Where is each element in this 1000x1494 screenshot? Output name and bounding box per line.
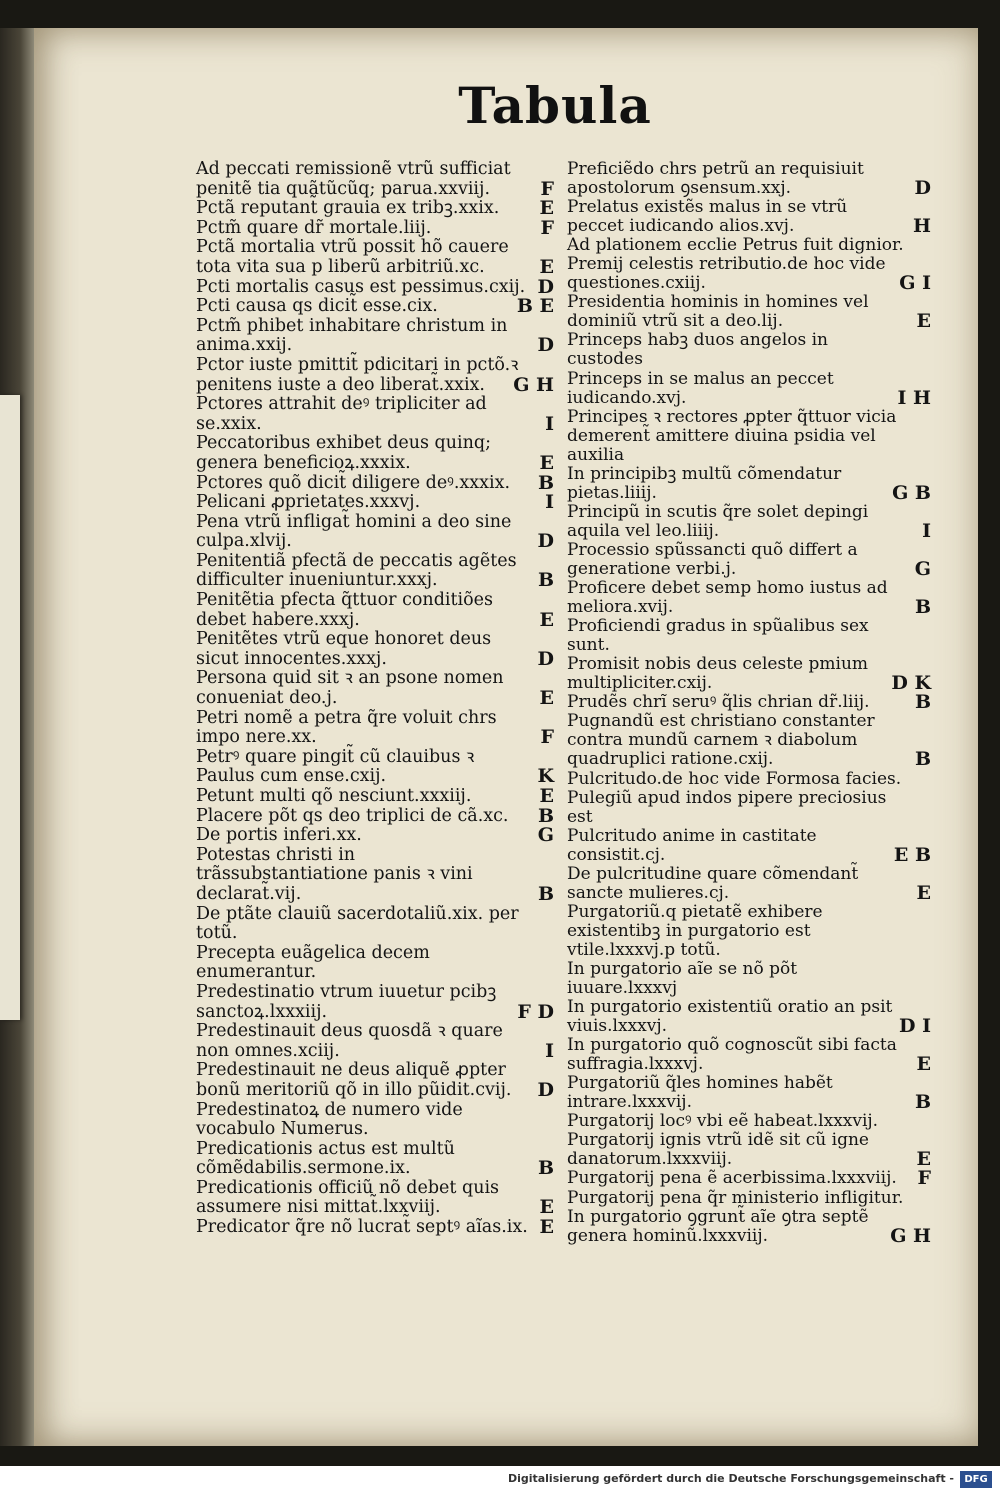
index-entry — [196, 1061, 556, 1100]
index-entry — [567, 1208, 933, 1246]
index-entry-text: Pulegiũ apud indos pipere preciosius est — [567, 787, 892, 827]
index-entry-text: Ad plationem ecclie Petrus fuit dignior. — [567, 235, 904, 256]
index-entry-section-letter: E — [539, 1216, 554, 1239]
index-entry-section-letter: E — [539, 255, 554, 278]
index-entry-section-letter: E — [916, 310, 931, 333]
index-entry-text: Pulcritudo anime in castitate consistit.cj. — [567, 825, 823, 865]
index-entry-section-letter: B — [537, 569, 554, 592]
index-entry — [567, 370, 933, 408]
index-entry-section-letter: B — [914, 748, 931, 771]
index-entry — [196, 1218, 556, 1238]
index-entry-text: Purgatorij ignis vtrũ idẽ sit cũ igne danatorum.lxxxviij. — [567, 1130, 875, 1170]
index-entry-section-letter: E — [539, 451, 554, 474]
index-entry-text: Presidentia hominis in homines vel dominiũ vtrũ sit a deo.lij. — [567, 292, 874, 332]
index-entry — [196, 356, 556, 395]
index-entry-text: Potestas christi in trãssubstantiatione panis ꝛ vini declarat̃.vij. — [196, 844, 479, 904]
index-entry — [196, 709, 556, 748]
index-entry-section-letter: D — [537, 334, 554, 357]
index-entry — [567, 198, 933, 236]
index-entry — [567, 579, 933, 617]
page-heading: Tabula — [458, 76, 652, 135]
index-entry-section-letter: B — [914, 596, 931, 619]
index-entry-section-letter: G H — [513, 373, 554, 396]
index-entry-section-letter: G — [914, 557, 931, 580]
index-entry-text: Purgatoriũ.q pietatẽ exhibere existentibꝫ in purgatorio est vtile.lxxxvj.p totũ. — [567, 901, 829, 960]
index-entry-section-letter: F — [917, 1167, 931, 1190]
index-entry-text: Princeps habꝫ duos angelos in custodes — [567, 330, 834, 370]
index-entry — [567, 1131, 933, 1169]
index-entry — [567, 408, 933, 465]
index-entry-section-letter: E — [916, 881, 931, 904]
index-entry-text: Predestinauit deus quosdã ꝛ quare non omnes.xciij. — [196, 1021, 509, 1061]
index-entry-section-letter: D — [537, 530, 554, 553]
index-entry — [196, 471, 556, 494]
footer-credit-text: Digitalisierung gefördert durch die Deutsche Forschungsgemeinschaft - — [507, 1472, 954, 1485]
index-entry-section-letter: B — [914, 1091, 931, 1114]
index-entry — [567, 293, 933, 331]
index-entry-text: Peccatoribus exhibet deus quinq; genera beneficioꝝ.xxxix. — [196, 433, 497, 473]
index-entry-text: De ptãte clauiũ sacerdotaliũ.xix. per totũ. — [196, 903, 525, 944]
index-entry — [567, 617, 933, 655]
index-entry-section-letter: B — [537, 882, 554, 905]
index-entry-text: Pena vtrũ infligat̃ homini a deo sine culpa.xlvij. — [196, 511, 517, 552]
index-entry — [196, 238, 556, 277]
index-entry-section-letter: E — [539, 1196, 554, 1219]
index-entry-section-letter: B E — [516, 295, 554, 318]
index-entry-section-letter: B — [537, 471, 554, 494]
index-entry-text: Pctores quõ dicit̃ diligere deꝰ.xxxix. — [196, 472, 511, 493]
index-entry — [567, 770, 933, 789]
index-entry — [567, 1112, 933, 1131]
index-entry — [196, 630, 556, 669]
index-entry — [567, 1036, 933, 1074]
index-entry — [196, 297, 556, 317]
index-entry — [567, 541, 933, 579]
index-entry — [196, 160, 556, 199]
index-entry-text: Petrꝰ quare pingit̃ cũ clauibus ꝛ Paulus cum ense.cxij. — [196, 746, 480, 787]
index-entry-text: Principũ in scutis q̃re solet depingi aquila vel leo.liiij. — [567, 501, 874, 541]
index-entry-section-letter: E — [539, 687, 554, 710]
index-entry-text: De pulcritudine quare cõmendant̃ sancte mulieres.cj. — [567, 863, 864, 903]
index-entry — [567, 465, 933, 503]
index-entry-text: Prelatus existẽs malus in se vtrũ peccet iudicando alios.xvj. — [567, 197, 853, 237]
index-entry-text: Persona quid sit ꝛ an psone nomen conueniat deo.j. — [196, 668, 510, 709]
index-entry-text: Predicationis officiũ nõ debet quis assumere nisi mittat̃.lxxviij. — [196, 1177, 505, 1218]
index-entry-text: Predestinatoꝝ de numero vide vocabulo Numerus. — [196, 1099, 469, 1140]
index-entry-text: Pctm̃ quare dr̃ mortale.liij. — [196, 217, 432, 238]
index-entry — [196, 669, 556, 708]
index-entry-section-letter: F D — [517, 1000, 554, 1023]
index-entry — [196, 513, 556, 552]
index-entry — [196, 317, 556, 356]
index-entry — [567, 998, 933, 1036]
paper-bookmark-strip — [0, 395, 20, 1020]
right-index-column — [567, 160, 933, 1246]
index-entry — [567, 1189, 933, 1208]
index-entry-text: Pctm̃ phibet inhabitare christum in anima.xxij. — [196, 315, 514, 356]
index-entry-section-letter: H — [913, 215, 931, 238]
index-entry-section-letter: D — [537, 275, 554, 298]
index-entry — [567, 1074, 933, 1112]
index-entry-text: Precepta euãgelica decem enumerantur. — [196, 942, 436, 983]
index-entry-section-letter: D — [537, 647, 554, 670]
index-entry — [196, 552, 556, 591]
index-entry — [567, 236, 933, 255]
index-entry-text: Predestinatio vtrum iuuetur pcibꝫ sanctoꝝ.lxxxiij. — [196, 981, 502, 1022]
index-entry-section-letter: E — [539, 785, 554, 807]
index-entry-section-letter: B — [914, 691, 931, 714]
index-entry — [196, 395, 556, 434]
index-entry — [567, 503, 933, 541]
index-entry-section-letter: F — [540, 177, 554, 200]
index-entry-text: Pctores attrahit deꝰ tripliciter ad se.xxix. — [196, 394, 493, 434]
index-entry — [196, 1022, 556, 1061]
index-entry — [196, 434, 556, 473]
index-entry-section-letter: B — [537, 804, 554, 827]
index-entry — [196, 804, 556, 827]
index-entry-text: Pulcritudo.de hoc vide Formosa facies. — [567, 768, 902, 789]
index-entry-text: Placere põt qs deo triplici de cã.xc. — [196, 805, 509, 826]
index-entry — [567, 960, 933, 998]
index-entry-section-letter: G I — [899, 272, 931, 295]
index-entry-text: In purgatorio existentiũ oratio an psit viuis.lxxxvj. — [567, 997, 898, 1037]
index-entry-section-letter: D K — [891, 672, 931, 695]
index-entry-text: Predicationis actus est multũ cõmẽdabilis.sermone.ix. — [196, 1138, 461, 1179]
index-entry — [196, 1101, 556, 1140]
index-entry-text: In principibꝫ multũ cõmendatur pietas.liiij. — [567, 463, 847, 503]
index-entry-section-letter: G B — [892, 481, 931, 504]
index-entry-text: Pctã mortalia vtrũ possit hõ cauere tota vita sua p liberũ arbitriũ.xc. — [196, 237, 515, 277]
index-entry-text: Premij celestis retributio.de hoc vide questiones.cxiij. — [567, 254, 891, 294]
index-entry-text: Predicator q̃re nõ lucrat̃ septꝰ aĩas.ix. — [196, 1217, 528, 1238]
index-entry-text: In purgatorio aĩe se nõ põt iuuare.lxxxvj — [567, 958, 803, 999]
left-index-column — [196, 160, 556, 1238]
index-entry-text: Penitẽtes vtrũ eque honoret deus sicut innocentes.xxxj. — [196, 629, 497, 669]
footer-bar — [0, 1466, 1000, 1494]
index-entry-section-letter: G H — [890, 1224, 931, 1247]
index-entry-text: Penitẽtia pfecta q̃ttuor conditiões debet habere.xxxj. — [196, 590, 499, 630]
index-entry-text: Purgatoriũ q̃les homines habẽt intrare.lxxxvij. — [567, 1073, 839, 1113]
index-entry-section-letter: E — [539, 197, 554, 220]
index-entry — [567, 255, 933, 293]
index-entry-section-letter: B — [537, 1157, 554, 1180]
index-entry — [196, 944, 556, 983]
index-entry-section-letter: E — [539, 608, 554, 631]
index-entry-section-letter: I — [922, 519, 931, 542]
index-entry-text: In purgatorio ꝯgrunt̃ aĩe ꝯtra septẽ genera hominũ.lxxxviij. — [567, 1206, 874, 1246]
index-entry-text: Principes ꝛ rectores ꝓpter q̃ttuor vicia demerent̃ amittere diuina psidia vel auxilia — [567, 406, 902, 465]
index-entry — [567, 903, 933, 960]
index-entry-text: Purgatorij locꝰ vbi eẽ habeat.lxxxvij. — [567, 1111, 879, 1132]
index-entry — [196, 275, 556, 298]
index-entry — [196, 905, 556, 944]
index-entry-section-letter: I H — [897, 386, 931, 409]
index-entry-text: Proficiendi gradus in spũalibus sex sunt. — [567, 616, 875, 656]
index-entry-section-letter: I — [545, 491, 554, 514]
index-entry — [196, 826, 556, 846]
index-entry-section-letter: D — [537, 1078, 554, 1101]
index-entry-section-letter: K — [537, 765, 554, 788]
index-entry-text: In purgatorio quõ cognoscũt sibi facta suffragia.lxxxvj. — [567, 1035, 903, 1075]
index-entry-section-letter: E — [916, 1053, 931, 1076]
index-entry — [567, 655, 933, 693]
dfg-logo: DFG — [960, 1471, 992, 1488]
index-entry-text: Princeps in se malus an peccet iudicando.xvj. — [567, 368, 840, 408]
index-entry-text: Penitentiã pfectã de peccatis agẽtes difficulter inueniuntur.xxxj. — [196, 550, 523, 591]
index-entry-text: Prudẽs chrĩ seruꝰ q̃lis chrian dr̃.liij. — [567, 692, 870, 713]
index-entry — [196, 216, 556, 239]
index-entry-text: Preficiẽdo chrs petrũ an requisiuit apostolorum ꝯsensum.xxj. — [567, 159, 870, 199]
index-entry-text: Ad peccati remissionẽ vtrũ sufficiat penitẽ tia quãtũcũq; parua.xxviij. — [196, 159, 517, 199]
index-entry — [196, 199, 556, 219]
index-entry — [567, 712, 933, 769]
index-entry — [567, 693, 933, 712]
index-entry-text: Pugnandũ est christiano constanter contra mundũ carnem ꝛ diabolum quadruplici ratione.cxij. — [567, 711, 881, 770]
index-entry-section-letter: D — [914, 177, 931, 200]
index-entry-text: De portis inferi.xx. — [196, 825, 362, 846]
index-entry-text: Processio spũssancti quõ differt a generatione verbi.j. — [567, 539, 864, 579]
index-entry-text: Proficere debet semp homo iustus ad meliora.xvij. — [567, 578, 894, 618]
index-entry — [196, 748, 556, 787]
index-entry — [196, 493, 556, 513]
index-entry — [567, 160, 933, 198]
index-entry — [567, 1169, 933, 1188]
index-entry-text: Purgatorij pena q̃r ministerio infligitur. — [567, 1187, 904, 1208]
index-entry — [567, 331, 933, 369]
index-entry-section-letter: F — [540, 726, 554, 749]
index-entry-text: Purgatorij pena ẽ acerbissima.lxxxviij. — [567, 1168, 897, 1189]
index-entry — [196, 787, 556, 807]
index-entry-section-letter: I — [545, 412, 554, 435]
index-entry-text: Petri nomẽ a petra q̃re voluit chrs impo nere.xx. — [196, 707, 503, 748]
index-entry — [196, 1179, 556, 1218]
index-entry-text: Pcti causa qs dicit̃ esse.cix. — [196, 296, 438, 317]
index-entry — [196, 846, 556, 905]
index-entry — [196, 983, 556, 1022]
index-entry — [196, 591, 556, 630]
index-entry-section-letter: F — [540, 216, 554, 239]
index-entry-text: Petunt multi qõ nesciunt.xxxiij. — [196, 786, 472, 806]
index-entry — [567, 789, 933, 827]
index-entry-section-letter: G — [537, 824, 554, 847]
index-entry-section-letter: E — [916, 1148, 931, 1171]
index-entry-section-letter: D I — [899, 1015, 931, 1038]
index-entry — [567, 827, 933, 865]
index-entry-text: Pelicani ꝓprietates.xxxvj. — [196, 492, 421, 513]
index-entry-section-letter: I — [545, 1039, 554, 1062]
index-entry-text: Pctor iuste pmittit̃ pdicitari in pctõ.ꝛ penitens iuste a deo liberat̃.xxix. — [196, 354, 525, 395]
index-entry-text: Predestinauit ne deus aliquẽ ꝓpter bonũ meritoriũ qõ in illo pũidit.cvij. — [196, 1060, 512, 1100]
index-entry — [196, 1140, 556, 1179]
index-entry-section-letter: E B — [893, 843, 931, 866]
index-entry-text: Pctã reputant̃ grauia ex tribꝫ.xxix. — [196, 198, 500, 219]
index-entry-text: Promisit nobis deus celeste pmium multipliciter.cxij. — [567, 654, 874, 694]
index-entry-text: Pcti mortalis casus est pessimus.cxij. — [196, 276, 526, 297]
index-entry — [567, 865, 933, 903]
